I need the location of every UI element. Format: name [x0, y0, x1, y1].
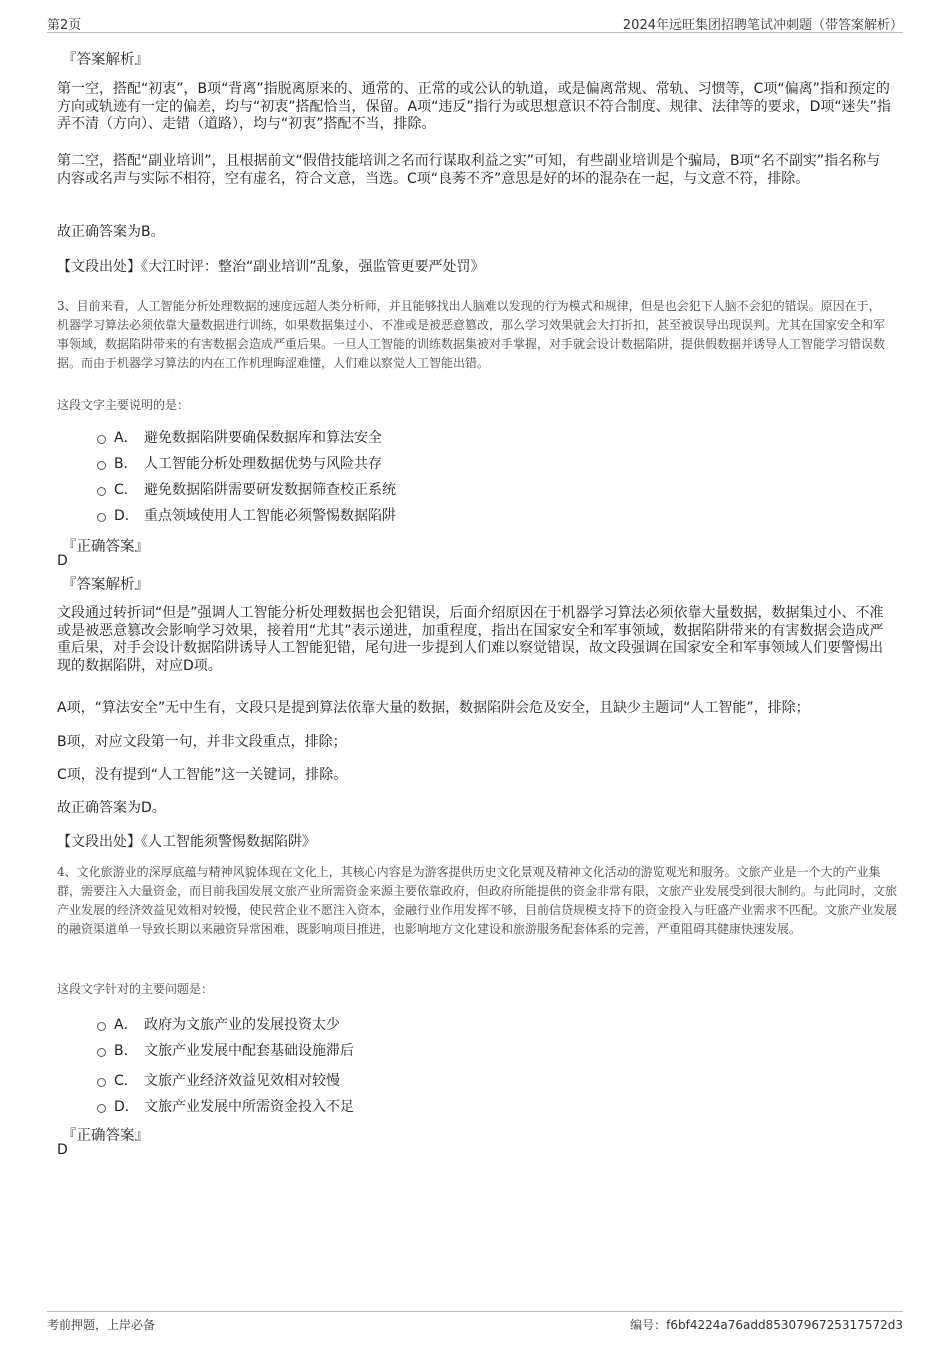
- option-letter: D．: [114, 1099, 139, 1115]
- analysis-label: 『答案解析』: [62, 577, 149, 593]
- option-b[interactable]: [97, 1040, 354, 1060]
- footer-slogan: 考前押题，上岸必备: [47, 1318, 156, 1332]
- option-text: 文旅产业发展中配套基础设施滞后: [144, 1043, 354, 1059]
- correct-answer: D: [57, 1142, 68, 1158]
- option-letter: B．: [114, 456, 138, 472]
- analysis-option-a: A项，“算法安全”无中生有，文段只是提到算法依靠大量的数据，数据陷阱会危及安全，且缺少主题词“人工智能”，排除；: [57, 700, 810, 716]
- option-text: 政府为文旅产业的发展投资太少: [144, 1017, 340, 1033]
- analysis-label: 『答案解析』: [62, 52, 149, 68]
- option-letter: A．: [114, 430, 138, 446]
- option-letter: B．: [114, 1043, 138, 1059]
- option-letter: D．: [114, 508, 139, 524]
- option-d[interactable]: [97, 505, 396, 525]
- analysis-conclusion: 故正确答案为B。: [57, 224, 165, 240]
- option-a[interactable]: [97, 427, 382, 447]
- question-prompt: 这段文字针对的主要问题是：: [57, 982, 214, 996]
- question-prompt: 这段文字主要说明的是：: [57, 398, 190, 412]
- option-text: 避免数据陷阱要确保数据库和算法安全: [144, 430, 382, 446]
- radio-button[interactable]: [97, 1022, 106, 1031]
- option-a[interactable]: [97, 1014, 340, 1034]
- page-number: 第2页: [47, 18, 82, 33]
- analysis-paragraph: 第一空，搭配“初衷”，B项“背离”指脱离原来的、通常的、正常的或公认的轨道，或是偏离常规、常轨、习惯等，C项“偏离”指和预定的方向或轨迹有一定的偏差，均与“初衷”搭配恰当，保留。A项“违反”指行为或思想意识不符合制度、规律、法律等的要求，D项“迷失”指弄不清（方向）、走错（道路），均与“初衷”搭配不当，排除。: [57, 81, 891, 132]
- document-code: 编号：f6bf4224a76add8530796725317572d3: [630, 1318, 903, 1332]
- analysis-option-b: B项，对应文段第一句，并非文段重点，排除；: [57, 734, 347, 750]
- option-letter: A．: [114, 1017, 138, 1033]
- option-c[interactable]: [97, 1070, 340, 1090]
- option-letter: C．: [114, 482, 138, 498]
- page-footer: [47, 1311, 903, 1336]
- page-header: [47, 12, 903, 33]
- source-citation: 【文段出处】《大江时评：整治“副业培训”乱象，强监管更要严处罚》: [57, 259, 485, 275]
- option-text: 人工智能分析处理数据优势与风险共存: [144, 456, 382, 472]
- analysis-option-c: C项，没有提到“人工智能”这一关键词，排除。: [57, 767, 348, 783]
- analysis-conclusion: 故正确答案为D。: [57, 800, 166, 816]
- radio-button[interactable]: [97, 435, 106, 444]
- radio-button[interactable]: [97, 1048, 106, 1057]
- analysis-paragraph: 文段通过转折词“但是”强调人工智能分析处理数据也会犯错误，后面介绍原因在于机器学习算法必须依靠大量数据，数据集过小、不准或是被恶意篡改会影响学习效果，接着用“尤其”表示递进，加重程度，指出在国家安全和军事领域，数据陷阱带来的有害数据会造成严重后果，对手会设计数据陷阱诱导人工智能犯错，尾句进一步提到人们难以察觉错误，故文段强调在国家安全和军事领域人们要警惕出现的数据陷阱，对应D项。: [57, 605, 884, 674]
- option-b[interactable]: [97, 453, 382, 473]
- correct-answer-label: 『正确答案』: [62, 539, 149, 555]
- option-text: 文旅产业发展中所需资金投入不足: [144, 1099, 354, 1115]
- option-c[interactable]: [97, 479, 396, 499]
- radio-button[interactable]: [97, 1104, 106, 1113]
- analysis-paragraph: 第二空，搭配“副业培训”，且根据前文“假借技能培训之名而行谋取利益之实”可知，有些副业培训是个骗局，B项“名不副实”指名称与内容或名声与实际不相符，空有虚名，符合文意，当选。C项“良莠不齐”意思是好的坏的混杂在一起，与文意不符，排除。: [57, 153, 881, 187]
- radio-button[interactable]: [97, 461, 106, 470]
- option-text: 文旅产业经济效益见效相对较慢: [144, 1073, 340, 1089]
- correct-answer: D: [57, 553, 68, 569]
- question-text: 4、文化旅游业的深厚底蕴与精神风貌体现在文化上，其核心内容是为游客提供历史文化景观及精神文化活动的游览观光和服务。文旅产业是一个大的产业集群，需要注入大量资金，而目前我国发展文旅产业所需资金来源主要依靠政府，但政府所能提供的资金非常有限，文旅产业发展受到很大制约。与此同时，文旅产业发展的经济效益见效相对较慢，使民营企业不愿注入资本，金融行业作用发挥不够，目前信贷规模支持下的资金投入与旺盛产业需求不匹配。文旅产业发展的融资渠道单一导致长期以来融资异常困难，既影响项目推进，也影响地方文化建设和旅游服务配套体系的完善，严重阻碍其健康快速发展。: [57, 865, 898, 936]
- question-text: 3、目前来看，人工智能分析处理数据的速度远超人类分析师，并且能够找出人脑难以发现的行为模式和规律，但是也会犯下人脑不会犯的错误。原因在于，机器学习算法必须依靠大量数据进行训练，如果数据集过小、不准或是被恶意篡改，那么学习效果就会大打折扣，甚至被误导出现误判。尤其在国家安全和军事领域，数据陷阱带来的有害数据会造成严重后果。一旦人工智能的训练数据集被对手掌握，对手就会设计数据陷阱，提供假数据并诱导人工智能学习错误数据。而由于机器学习算法的内在工作机理晦涩难懂，人们难以察觉人工智能出错。: [57, 299, 886, 370]
- radio-button[interactable]: [97, 487, 106, 496]
- option-text: 重点领域使用人工智能必须警惕数据陷阱: [144, 508, 396, 524]
- option-d[interactable]: [97, 1096, 354, 1116]
- document-title: 2024年远旺集团招聘笔试冲刺题（带答案解析）: [622, 18, 903, 33]
- option-letter: C．: [114, 1073, 138, 1089]
- radio-button[interactable]: [97, 1078, 106, 1087]
- correct-answer-label: 『正确答案』: [62, 1128, 149, 1144]
- option-text: 避免数据陷阱需要研发数据筛查校正系统: [144, 482, 396, 498]
- source-citation: 【文段出处】《人工智能须警惕数据陷阱》: [57, 834, 316, 850]
- radio-button[interactable]: [97, 513, 106, 522]
